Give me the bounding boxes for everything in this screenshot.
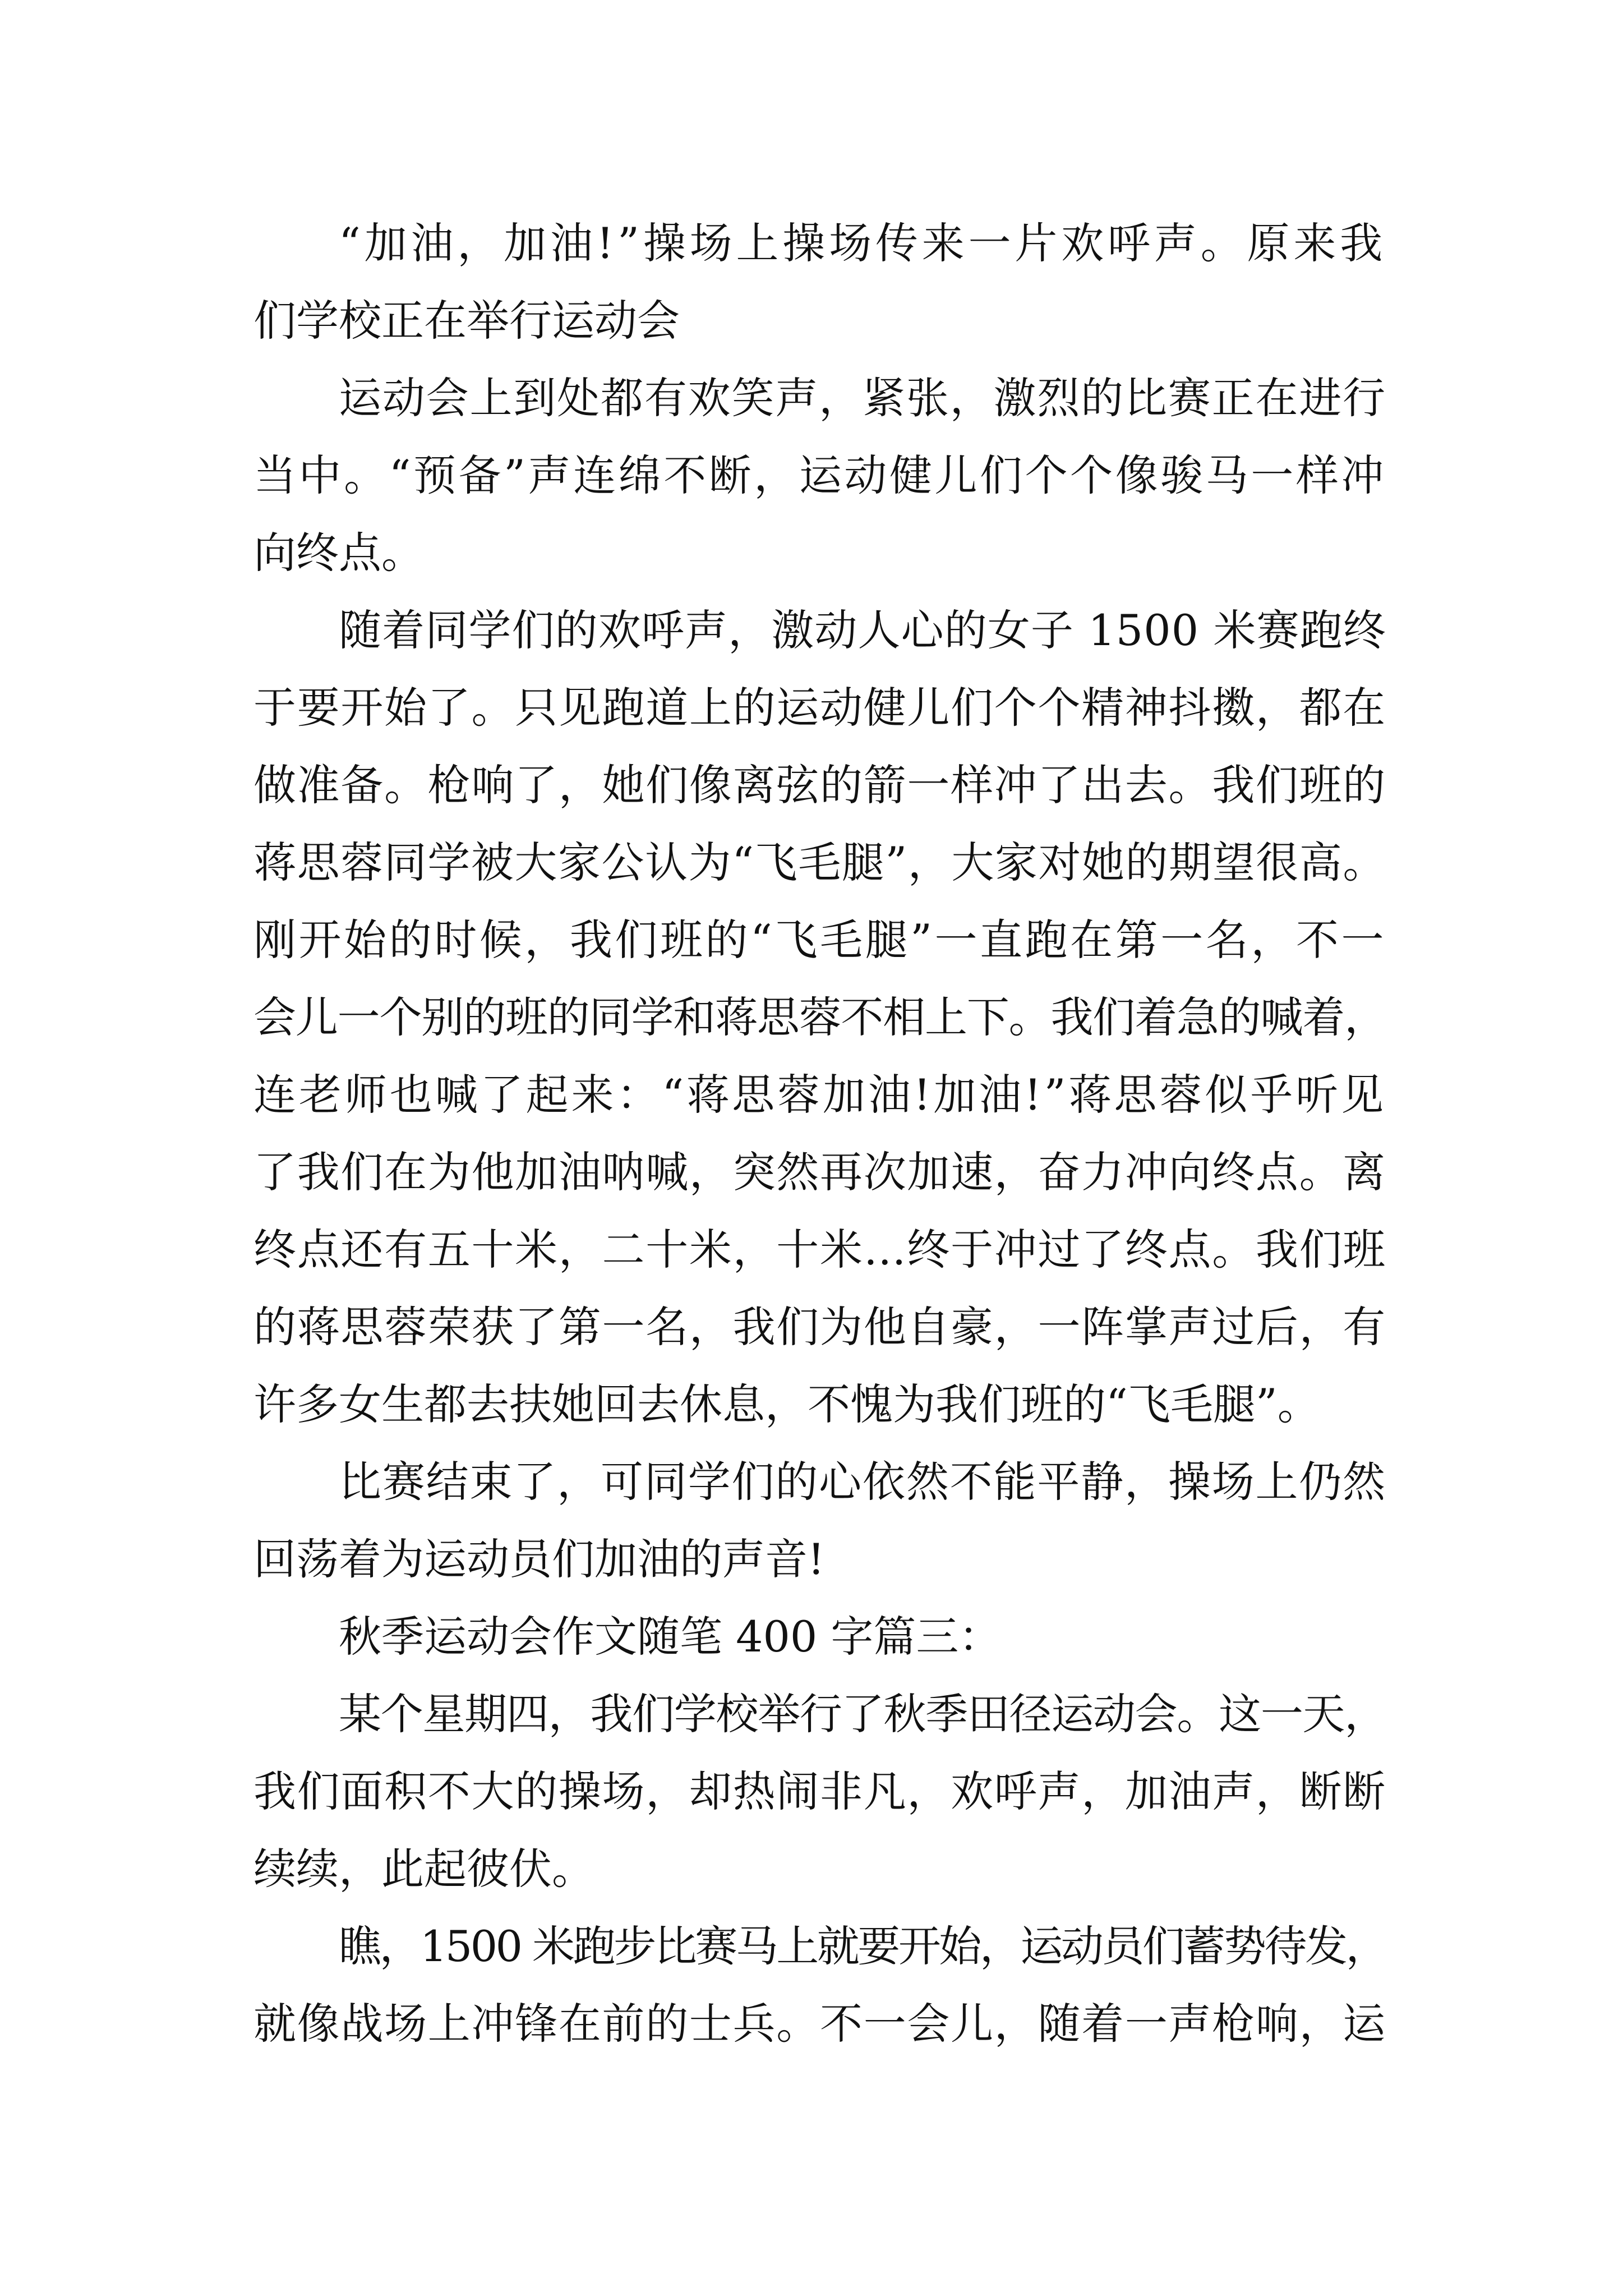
text-line: 于要开始了。只见跑道上的运动健儿们个个精神抖擞，都在 — [253, 683, 1386, 733]
text-line: 瞧，1500 米跑步比赛马上就要开始，运动员们蓄势待发， — [339, 1921, 1386, 1971]
text-line: 连老师也喊了起来：“蒋思蓉加油!加油!”蒋思蓉似乎听见 — [253, 1070, 1386, 1120]
text-line: 秋季运动会作文随笔 400 字篇三： — [339, 1612, 1002, 1662]
paragraph — [253, 360, 1386, 592]
document-body — [253, 205, 1386, 2063]
text-line: 就像战场上冲锋在前的士兵。不一会儿，随着一声枪响，运 — [253, 1999, 1386, 2049]
text-line: 的蒋思蓉荣获了第一名，我们为他自豪，一阵掌声过后，有 — [253, 1302, 1386, 1352]
text-line: 随着同学们的欢呼声，激动人心的女子 1500 米赛跑终 — [339, 605, 1386, 655]
text-line: 许多女生都去扶她回去休息，不愧为我们班的“飞毛腿”。 — [253, 1379, 1320, 1429]
text-line: 了我们在为他加油呐喊，突然再次加速，奋力冲向终点。离 — [253, 1147, 1386, 1197]
paragraph — [253, 592, 1386, 1443]
paragraph — [253, 1676, 1386, 1908]
paragraph — [253, 1443, 1386, 1598]
paragraph — [253, 205, 1386, 360]
text-line: 当中。“预备”声连绵不断，运动健儿们个个像骏马一样冲 — [253, 450, 1386, 500]
text-line: 会儿一个别的班的同学和蒋思蓉不相上下。我们着急的喊着， — [253, 992, 1386, 1042]
text-line: 做准备。枪响了，她们像离弦的箭一样冲了出去。我们班的 — [253, 760, 1386, 810]
text-line: 续续，此起彼伏。 — [253, 1844, 594, 1894]
text-line: 向终点。 — [253, 528, 424, 578]
text-line: 蒋思蓉同学被大家公认为“飞毛腿”，大家对她的期望很高。 — [253, 838, 1386, 887]
text-line: 们学校正在举行运动会 — [253, 296, 680, 346]
section-heading — [253, 1598, 1386, 1676]
paragraph — [253, 1908, 1386, 2063]
text-line: 某个星期四，我们学校举行了秋季田径运动会。这一天， — [339, 1689, 1386, 1739]
text-line: 比赛结束了，可同学们的心依然不能平静，操场上仍然 — [339, 1457, 1386, 1507]
text-line: “加油，加油!”操场上操场传来一片欢呼声。原来我 — [339, 218, 1386, 268]
text-line: 终点还有五十米，二十米，十米…终于冲过了终点。我们班 — [253, 1225, 1386, 1274]
text-line: 我们面积不大的操场，却热闹非凡，欢呼声，加油声，断断 — [253, 1766, 1386, 1816]
text-line: 刚开始的时候，我们班的“飞毛腿”一直跑在第一名，不一 — [253, 915, 1386, 965]
text-line: 回荡着为运动员们加油的声音! — [253, 1534, 825, 1584]
text-line: 运动会上到处都有欢笑声，紧张，激烈的比赛正在进行 — [339, 373, 1386, 423]
